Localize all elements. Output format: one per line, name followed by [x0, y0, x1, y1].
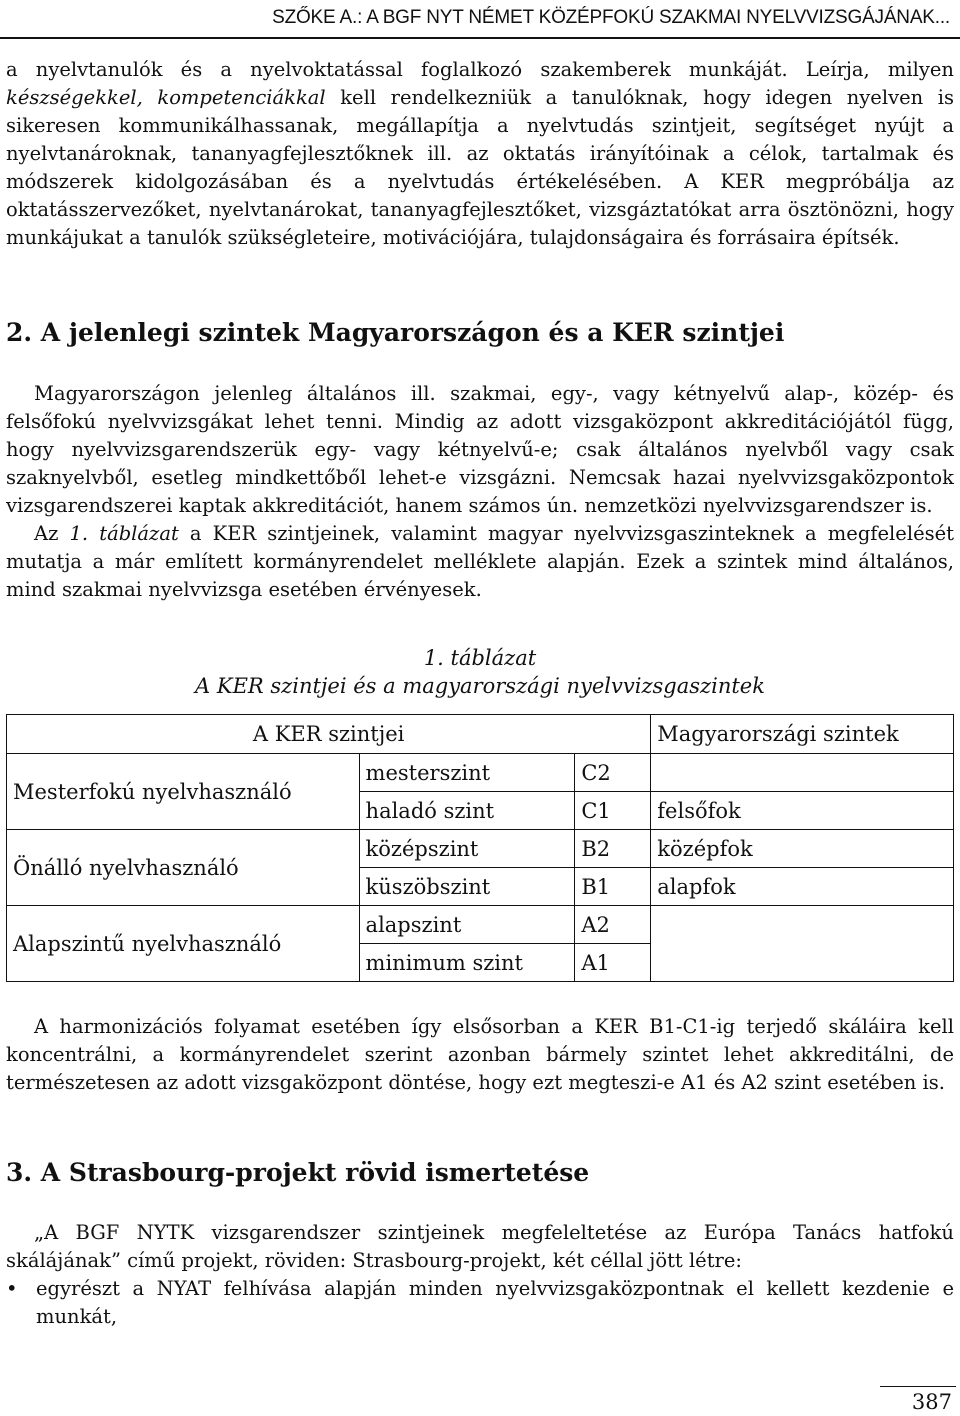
header-ker-cell: A KER szintjei — [7, 715, 651, 754]
level-name-cell: haladó szint — [359, 792, 575, 830]
section-2-paragraph-1: Magyarországon jelenleg általános ill. szakmai, egy-, vagy kétnyelvű alap-, közép- és felsőfokú nyelvvizsgákat lehet tenni. Mindig az adott vizsgaközpont akkreditációjától függ, hogy nyelvvizsgarendszerük egy- vagy kétnyelvű-e; csak általános nyelvből vagy csak szaknyelvből, esetleg mindkettőből lehet-e vizsgázni. Nemcsak hazai nyelvvizsgaközpontok vizsgarendszerei kaptak akkreditációt, hanem számos ún. nemzetközi nyelvvizsgarendszer is. — [6, 382, 954, 517]
group-label-cell: Mesterfokú nyelvhasználó — [7, 754, 360, 830]
level-name-cell: minimum szint — [359, 944, 575, 982]
p2-text-a: Az — [34, 522, 70, 545]
section-2-paragraph-2 — [6, 520, 954, 604]
header-rule — [0, 37, 960, 39]
table-row — [7, 754, 954, 792]
level-name-cell: mesterszint — [359, 754, 575, 792]
table-header-row — [7, 715, 954, 754]
table-row — [7, 830, 954, 868]
bullet-text: egyrészt a NYAT felhívása alapján minden nyelvvizsgaközpontnak el kellett kezdenie e munkát, — [36, 1277, 954, 1328]
level-code-cell: B2 — [575, 830, 651, 868]
running-header: SZŐKE A.: A BGF NYT NÉMET KÖZÉPFOKÚ SZAKMAI NYELVVIZSGÁJÁNAK... — [272, 7, 950, 28]
level-name-cell: alapszint — [359, 906, 575, 944]
level-code-cell: C1 — [575, 792, 651, 830]
intro-paragraph — [6, 56, 954, 252]
table-reference: 1. táblázat — [69, 522, 179, 545]
page-number: 387 — [911, 1390, 952, 1414]
after-table-paragraph — [6, 1013, 954, 1097]
header-hu-cell: Magyarországi szintek — [651, 715, 954, 754]
intro-text-1: a nyelvtanulók és a nyelvoktatással foglalkozó szakemberek munkáját. Leírja, milyen — [6, 58, 954, 81]
level-code-cell: A1 — [575, 944, 651, 982]
list-item — [6, 1275, 954, 1331]
table-caption-number: 1. táblázat — [423, 646, 537, 670]
after-table-text: A harmonizációs folyamat esetében így elsősorban a KER B1-C1-ig terjedő skáláira kell koncentrálni, a kormányrendelet szerint azonban bármely szintet lehet akkreditálni, de természetesen az adott vizsgaközpont döntése, hogy ezt megteszi-e A1 és A2 szint esetében is. — [6, 1015, 954, 1094]
level-name-cell: középszint — [359, 830, 575, 868]
bullet-icon: • — [6, 1277, 18, 1300]
hu-level-cell: felsőfok — [651, 792, 954, 830]
section-3-text: „A BGF NYTK vizsgarendszer szintjeinek megfeleltetése az Európa Tanács hatfokú skálájának” című projekt, röviden: Strasbourg-projekt, két céllal jött létre: — [6, 1221, 954, 1272]
section-3-heading: 3. A Strasbourg-projekt rövid ismertetése — [6, 1158, 590, 1187]
intro-text-2: kell rendelkezniük a tanulóknak, hogy idegen nyelven is sikeresen kommunikálhassanak, megállapítja a nyelvtudás szintjeit, segítséget nyújt a nyelvtanároknak, tananyagfejlesztőknek ill. az oktatás irányítóinak a célok, tartalmak és módszerek kidolgozásában és a nyelvtudás értékelésében. A KER megpróbálja az oktatásszervezőket, nyelvtanárokat, tananyagfejlesztőket, vizsgáztatókat arra ösztönözni, hogy munkájukat a tanulók szükségleteire, motivációjára, tulajdonságaira és forrásaira építsék. — [6, 86, 955, 249]
hu-level-cell — [651, 754, 954, 792]
intro-emphasis: készségekkel, kompetenciákkal — [6, 86, 326, 109]
section-3-paragraph — [6, 1219, 954, 1275]
table-caption-title: A KER szintjei és a magyarországi nyelvvizsgaszintek — [195, 674, 765, 698]
level-code-cell: C2 — [575, 754, 651, 792]
hu-level-cell: középfok — [651, 830, 954, 868]
level-name-cell: küszöbszint — [359, 868, 575, 906]
group-label-cell: Önálló nyelvhasználó — [7, 830, 360, 906]
section-2-body — [6, 380, 954, 604]
hu-level-empty-cell — [651, 906, 954, 982]
section-2-heading: 2. A jelenlegi szintek Magyarországon és a KER szintjei — [6, 318, 785, 347]
p2-text-b: a KER szintjeinek, valamint magyar nyelvvizsgaszinteknek a megfelelését mutatja a már említett kormányrendelet melléklete alapján. Ezek a szintek mind általános, mind szakmai nyelvvizsga esetében érvényesek. — [6, 522, 954, 601]
level-code-cell: B1 — [575, 868, 651, 906]
footer-rule — [880, 1386, 956, 1387]
group-label-cell: Alapszintű nyelvhasználó — [7, 906, 360, 982]
table-row — [7, 906, 954, 944]
hu-level-cell: alapfok — [651, 868, 954, 906]
levels-table — [6, 714, 954, 982]
level-code-cell: A2 — [575, 906, 651, 944]
